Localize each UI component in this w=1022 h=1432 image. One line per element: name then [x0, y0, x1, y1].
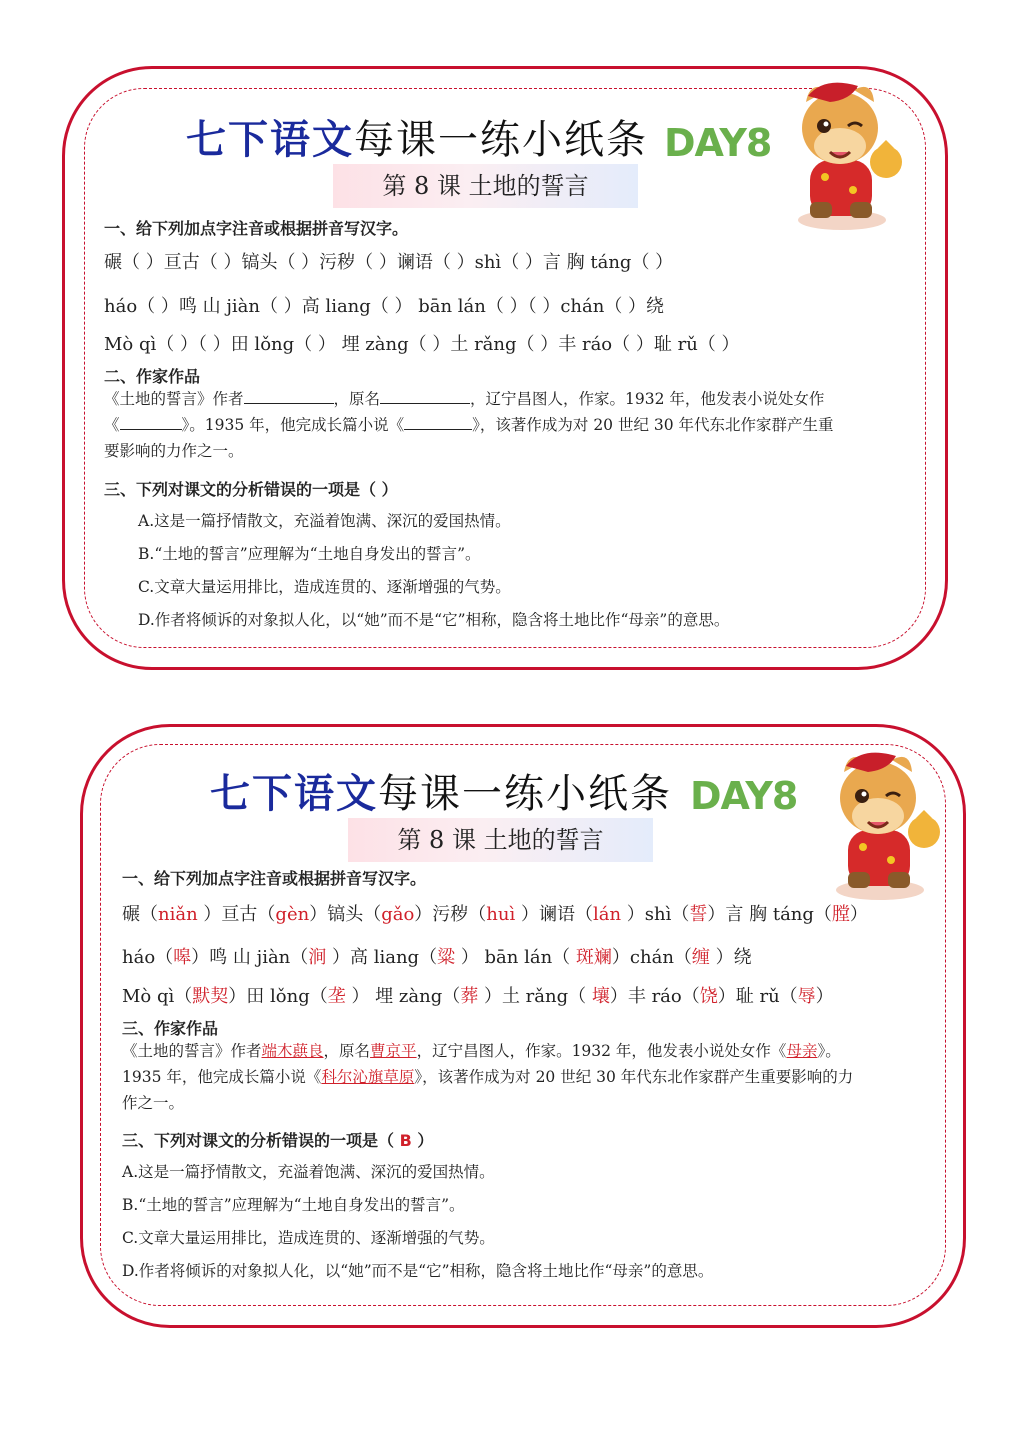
text: ，原名: [333, 390, 381, 408]
top-title: [186, 108, 648, 165]
long-novel-blank[interactable]: [404, 415, 472, 430]
top-option-d: D.作者将倾诉的对象拟人化，以“她”而不是“它”相称，隐含将土地比作“母亲”的意思。: [138, 611, 730, 629]
first-novel-blank[interactable]: [120, 415, 182, 430]
text: ）鸣 山 jiàn（: [191, 947, 309, 968]
top-author-paragraph: [104, 386, 904, 464]
text: ）亘古（: [197, 904, 276, 925]
bottom-lesson-title: 第 8 课 土地的誓言: [348, 818, 653, 862]
author-blank[interactable]: [244, 389, 334, 404]
answer: 涧: [308, 947, 327, 968]
answer: 饶: [699, 986, 718, 1007]
answer: B: [399, 1131, 412, 1150]
horse-mascot-icon: [818, 742, 948, 902]
text: ）绕: [709, 947, 752, 968]
bottom-pinyin-row-2: [122, 943, 752, 969]
bottom-author-line-1: [122, 1038, 922, 1064]
top-pinyin-row-1: 碾（ ）亘古（ ）镐头（ ）污秽（ ）谰语（ ）shì（ ）言 胸 táng（ ）: [104, 252, 674, 273]
bottom-author-heading: 三、作家作品: [122, 1019, 219, 1038]
text: ）shì（: [621, 904, 690, 925]
answer: 嗥: [173, 947, 192, 968]
answer: lán: [592, 904, 622, 925]
answer: 缠: [691, 947, 710, 968]
title-black-part: 每课一练小纸条: [354, 117, 648, 163]
top-author-line-1: [104, 386, 904, 412]
answer: 科尔沁旗草原: [321, 1068, 415, 1086]
text: ）耻 rǔ（: [717, 986, 798, 1007]
answer: 膛: [831, 904, 850, 925]
answer: 默契: [192, 986, 229, 1007]
top-option-c: C.文章大量运用排比，造成连贯的、逐渐增强的气势。: [138, 578, 511, 596]
text: 《: [104, 416, 120, 434]
bottom-day-badge: DAY8: [690, 774, 798, 818]
answer: niǎn: [158, 904, 198, 925]
text: ，原名: [323, 1042, 371, 1060]
top-pinyin-row-3: Mò qì（ ）（ ）田 lǒng（ ） 埋 zàng（ ）土 rǎng（ ）丰 ráo（ ）耻 rǔ（ ）: [104, 334, 740, 355]
answer: 端木蕻良: [261, 1042, 324, 1060]
bottom-pinyin-row-3: [122, 982, 834, 1008]
top-pinyin-row-2: háo（ ）鸣 山 jiàn（ ）高 liang（ ） bān lán（ ）（ ）chán（ ）绕: [104, 296, 665, 317]
text: ） 埋 zàng（: [345, 986, 461, 1007]
answer: 辱: [797, 986, 816, 1007]
top-author-line-3: 要影响的力作之一。: [104, 442, 244, 460]
real-name-blank[interactable]: [380, 389, 470, 404]
bottom-analysis-heading: [122, 1128, 433, 1151]
text: ）言 胸 táng（: [707, 904, 832, 925]
text: 《土地的誓言》作者: [122, 1042, 262, 1060]
answer: 垄: [327, 986, 346, 1007]
text: 》。: [817, 1042, 841, 1060]
text: 三、下列对课文的分析错误的一项是（: [122, 1131, 400, 1150]
text: 《土地的誓言》作者: [104, 390, 244, 408]
top-option-a: A.这是一篇抒情散文，充溢着饱满、深沉的爱国热情。: [138, 512, 511, 530]
text: 1935 年，他完成长篇小说《: [122, 1068, 322, 1086]
answer: 母亲: [786, 1042, 818, 1060]
text: ）丰 ráo（: [609, 986, 700, 1007]
top-lesson-title: 第 8 课 土地的誓言: [333, 164, 638, 208]
text: 碾（: [122, 904, 158, 925]
bottom-option-c: C.文章大量运用排比，造成连贯的、逐渐增强的气势。: [122, 1229, 495, 1247]
bottom-pinyin-heading: 一、给下列加点字注音或根据拼音写汉字。: [122, 869, 427, 888]
horse-mascot-icon: [780, 72, 910, 232]
text: ）田 lǒng（: [228, 986, 328, 1007]
bottom-option-b: B.“土地的誓言”应理解为“土地自身发出的誓言”。: [122, 1196, 465, 1214]
text: ）chán（: [611, 947, 692, 968]
title-blue-part: 七下语文: [210, 770, 378, 817]
answer: 誓: [689, 904, 708, 925]
answer: 壤: [591, 986, 610, 1007]
text: ，辽宁昌图人，作家。1932 年，他发表小说处女作《: [416, 1042, 787, 1060]
answer: huì: [486, 904, 516, 925]
top-author-line-2: [104, 412, 904, 438]
text: ）: [411, 1131, 434, 1150]
text: ）污秽（: [414, 904, 487, 925]
text: 》，该著作成为对 20 世纪 30 年代东北作家群产生重: [472, 416, 834, 434]
text: 》，该著作成为对 20 世纪 30 年代东北作家群产生重要影响的力: [414, 1068, 854, 1086]
top-day-badge: DAY8: [664, 121, 772, 165]
bottom-title: [210, 762, 672, 819]
text: Mò qì（: [122, 986, 193, 1007]
title-blue-part: 七下语文: [186, 116, 354, 163]
answer: gǎo: [381, 904, 415, 925]
bottom-option-a: A.这是一篇抒情散文，充溢着饱满、深沉的爱国热情。: [122, 1163, 495, 1181]
answer: gèn: [275, 904, 310, 925]
text: ）: [815, 986, 834, 1007]
text: ）镐头（: [309, 904, 382, 925]
text: ）高 liang（: [326, 947, 438, 968]
top-pinyin-heading: 一、给下列加点字注音或根据拼音写汉字。: [104, 219, 409, 238]
answer: 曹京平: [370, 1042, 417, 1060]
text: háo（: [122, 947, 174, 968]
answer: 粱: [437, 947, 456, 968]
answer: 斑斓: [575, 947, 612, 968]
bottom-option-d: D.作者将倾诉的对象拟人化，以“她”而不是“它”相称，隐含将土地比作“母亲”的意思。: [122, 1262, 714, 1280]
text: ，辽宁昌图人，作家。1932 年，他发表小说处女作: [470, 390, 825, 408]
title-black-part: 每课一练小纸条: [378, 771, 672, 817]
top-author-heading: 二、作家作品: [104, 367, 201, 386]
text: 》。1935 年，他完成长篇小说《: [181, 416, 405, 434]
bottom-author-line-2: [122, 1064, 922, 1090]
bottom-author-line-3: 作之一。: [122, 1094, 185, 1112]
bottom-author-paragraph: [122, 1038, 922, 1116]
text: ） bān lán（: [455, 947, 576, 968]
bottom-pinyin-row-1: [122, 900, 868, 926]
text: ）谰语（: [515, 904, 593, 925]
top-option-b: B.“土地的誓言”应理解为“土地自身发出的誓言”。: [138, 545, 481, 563]
answer: 葬: [460, 986, 479, 1007]
top-analysis-heading: 三、下列对课文的分析错误的一项是（ ）: [104, 480, 398, 499]
text: ）土 rǎng（: [478, 986, 592, 1007]
text: ）: [849, 904, 868, 925]
